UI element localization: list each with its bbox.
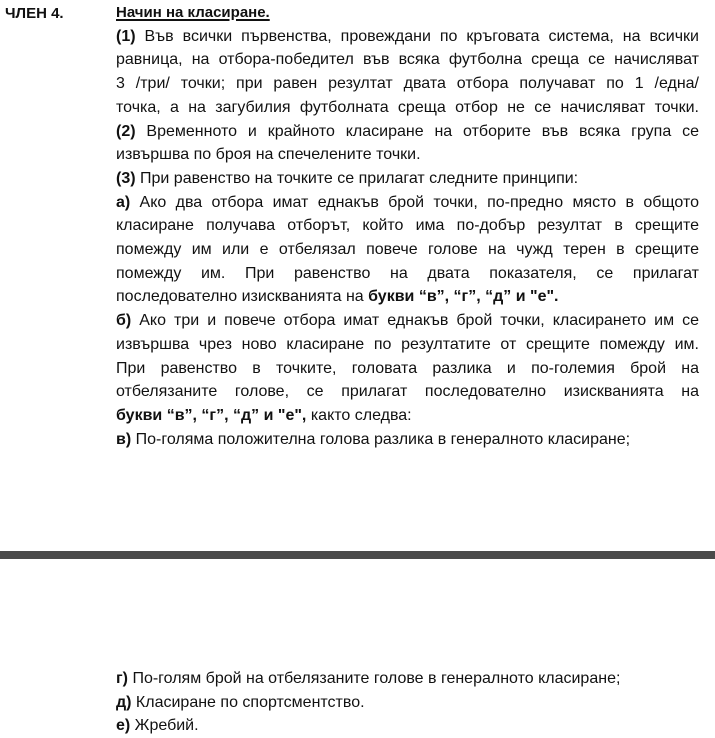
item-b-line: извършва чрез ново класиране по резултатите от срещите помежду им. [116,335,699,353]
item-g-line [116,667,699,691]
item-b-letter: б) [116,312,132,330]
paragraph-1-line: 3 /три/ точки; при равен резултат двата отбора получават по 1 /една/ [116,75,699,93]
item-d-letter: д) [116,693,132,711]
paragraph-1-text: Във всички първенства, провеждани по кръговата система, на всички [135,27,699,45]
item-b-line [116,309,699,333]
item-a-line: помежду им или е отбелязал повече голове на чужд терен в срещите [116,241,699,259]
item-a-line [116,285,699,309]
item-a-text: последователно изискванията на [116,288,369,306]
item-b-line: При равенство в точките, головата разлика и по-големия брой на [116,359,699,377]
item-a-line: помежду им. При равенство на двата показателя, се прилагат [116,264,699,282]
item-v-letter: в) [116,430,132,448]
paragraph-1-line [116,25,699,49]
paragraph-3-number: (3) [116,169,136,187]
item-v-line [116,428,699,452]
paragraph-1-line: точка, а на загубилия футболната среща отбор не се начисляват точки. [116,98,699,116]
page-divider [0,551,715,559]
item-e-line [116,714,699,738]
article-number: ЧЛЕН 4. [5,5,64,22]
item-e-text: Жребий. [130,717,199,735]
paragraph-2-number: (2) [116,122,136,140]
paragraph-1-number: (1) [116,27,136,45]
paragraph-2-text: Временното и крайното класиране на отборите във всяка група се [135,122,699,140]
paragraph-2-line [116,120,699,144]
article-body-continued [116,667,699,738]
item-b-text: Ако три и повече отбора имат еднакъв брой точки, класирането им се [131,312,699,330]
item-a-text: Ако два отбора имат еднакъв брой точки, по-предно място в общото [130,193,699,211]
item-b-line [116,404,699,428]
item-b-line: отбелязаните голове, се прилагат последователно изискванията на [116,383,699,401]
paragraph-2-line: извършва по броя на спечелените точки. [116,146,421,164]
item-a-letter: а) [116,193,131,211]
item-d-line [116,691,699,715]
paragraph-3-line [116,167,699,191]
item-d-text: Класиране по спортсментство. [131,693,365,711]
item-a-bold-reference: букви “в”, “г”, “д” и "е". [368,288,559,306]
item-b-text: както следва: [306,406,412,424]
article-body [116,1,699,451]
item-g-text: По-голям брой на отбелязаните голове в генералното класиране; [128,670,621,687]
paragraph-1-line: равница, на отбора-победител във всяка футболна среща се начисляват [116,51,699,69]
item-e-letter: е) [116,717,131,735]
item-v-text: По-голяма положителна голова разлика в генералното класиране; [131,430,631,448]
item-a-line [116,191,699,215]
article-heading: Начин на класиране. [116,4,270,21]
item-b-bold-reference: букви “в”, “г”, “д” и "е", [116,406,307,424]
item-g-letter: г) [116,670,128,687]
item-a-line: класиране получава отборът, който има по-добър резултат в срещите [116,217,699,235]
paragraph-3-text: При равенство на точките се прилагат следните принципи: [135,169,579,187]
